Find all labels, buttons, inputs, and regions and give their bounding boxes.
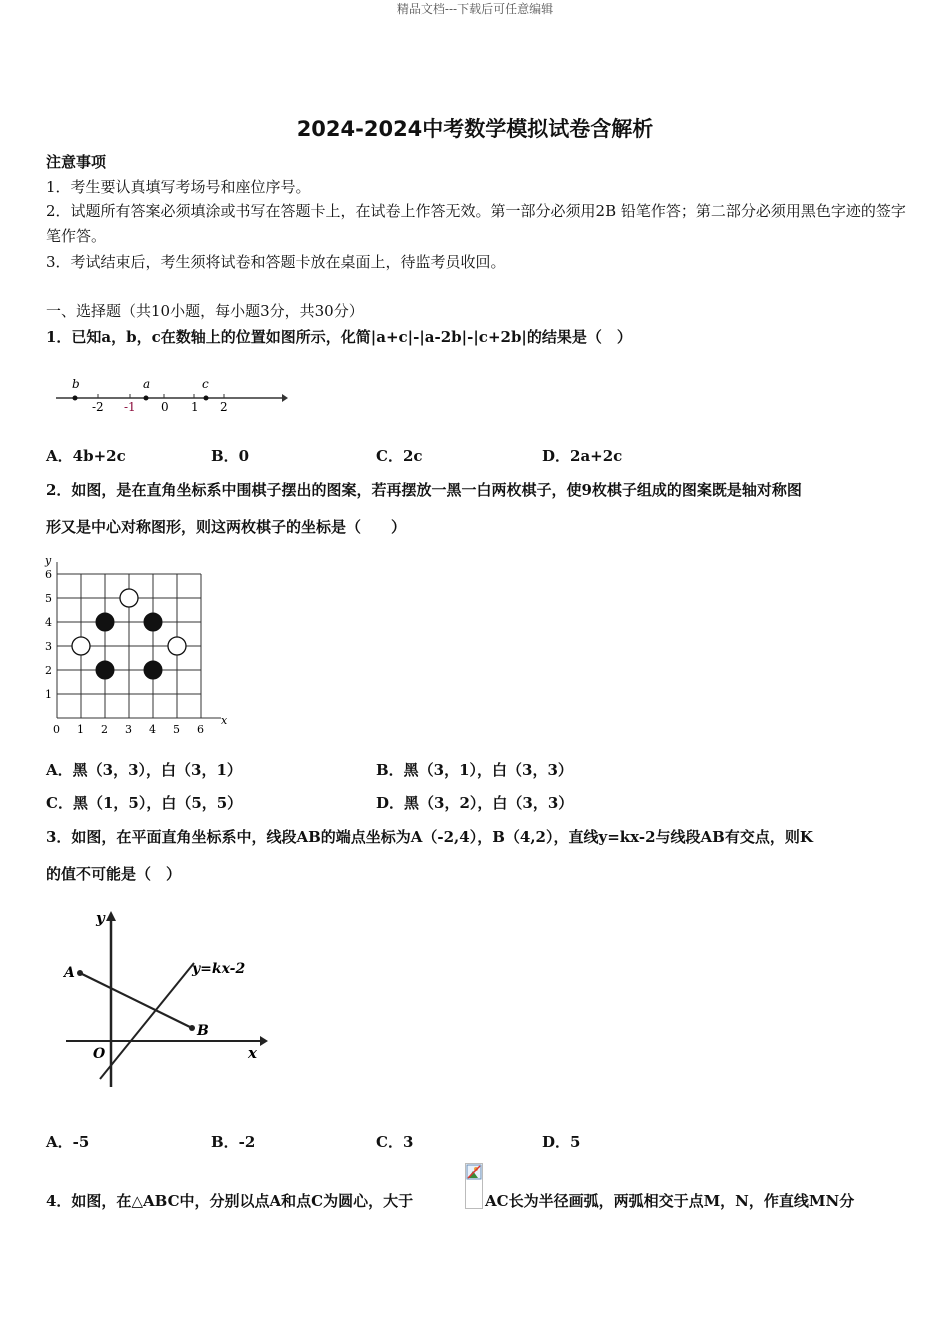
question-3-text-1: 3．如图，在平面直角坐标系中，线段AB的端点坐标为A（-2,4），B（4,2），直线y=kx-2与线段AB有交点，则K (46, 828, 813, 846)
x-tick-label: 5 (173, 723, 180, 736)
black-stone (144, 613, 162, 631)
q3-option-b: B．-2 (211, 1133, 256, 1151)
tick-label: 2 (220, 400, 228, 414)
go-board-figure (38, 552, 238, 742)
x-tick-label: 4 (149, 723, 156, 736)
black-stone (96, 613, 114, 631)
point-a-dot (144, 396, 149, 401)
question-1-text: 1．已知a，b，c在数轴上的位置如图所示，化简|a+c|-|a-2b|-|c+2b|的结果是（ ） (46, 328, 632, 346)
number-line-figure (50, 368, 290, 418)
y-tick-label: 5 (45, 592, 52, 605)
q3-option-a: A．-5 (46, 1133, 90, 1151)
x-tick-label: 1 (77, 723, 84, 736)
broken-image-icon (465, 1163, 483, 1209)
y-tick-label: 1 (45, 688, 52, 701)
notice-item-3: 3．考试结束后，考生须将试卷和答题卡放在桌面上，待监考员收回。 (46, 253, 506, 271)
x-tick-label: 3 (125, 723, 132, 736)
q1-option-d: D．2a+2c (542, 447, 623, 465)
line-label: y=kx-2 (192, 961, 246, 977)
q3-option-c: C．3 (376, 1133, 414, 1151)
q2-option-c: C．黑（1，5），白（5，5） (46, 794, 243, 812)
y-axis-label: y (96, 909, 105, 927)
point-b-dot (189, 1025, 195, 1031)
x-axis-label: x (248, 1044, 257, 1062)
header-note: 精品文档---下载后可任意编辑 (396, 2, 554, 16)
tick-label: -2 (92, 400, 104, 414)
point-b-label: B (197, 1023, 209, 1039)
x-axis-label: x (221, 714, 228, 727)
point-b-label: b (72, 377, 80, 391)
black-stone (144, 661, 162, 679)
q1-option-b: B．0 (211, 447, 250, 465)
black-stone (96, 661, 114, 679)
question-3-text-2: 的值不可能是（ ） (46, 865, 182, 883)
point-a-label: A (64, 965, 75, 981)
y-arrow-icon (106, 911, 116, 921)
point-c-label: c (202, 377, 209, 391)
point-a-label: a (143, 377, 151, 391)
q3-option-d: D．5 (542, 1133, 581, 1151)
y-tick-label: 6 (45, 568, 52, 581)
segment-ab (80, 973, 192, 1028)
q1-option-a: A．4b+2c (46, 447, 126, 465)
y-tick-label: 3 (45, 640, 52, 653)
question-4-text-before: 4．如图，在△ABC中，分别以点A和点C为圆心，大于 (46, 1192, 414, 1210)
q2-option-b: B．黑（3，1），白（3，3） (376, 761, 573, 779)
tick-label: 0 (161, 400, 169, 414)
y-tick-label: 4 (45, 616, 52, 629)
white-stone (168, 637, 186, 655)
y-tick-label: 2 (45, 664, 52, 677)
section-heading: 一、选择题（共10小题，每小题3分，共30分） (46, 302, 364, 320)
white-stone (72, 637, 90, 655)
x-tick-label: 6 (197, 723, 204, 736)
q2-option-a: A．黑（3，3），白（3，1） (46, 761, 242, 779)
point-a-dot (77, 970, 83, 976)
question-2-text-2: 形又是中心对称图形，则这两枚棋子的坐标是（ ） (46, 518, 407, 536)
point-c-dot (204, 396, 209, 401)
white-stone (120, 589, 138, 607)
x-arrow-icon (260, 1036, 268, 1046)
notice-heading: 注意事项 (46, 153, 107, 171)
question-4-text-after: AC长为半径画弧，两弧相交于点M，N，作直线MN分 (485, 1192, 855, 1210)
q1-option-c: C．2c (376, 447, 423, 465)
notice-item-2: 2．试题所有答案必须填涂或书写在答题卡上，在试卷上作答无效。第一部分必须用2B 铅笔作答；第二部分必须用黑色字迹的签字笔作答。 (46, 202, 906, 245)
question-2-text-1: 2．如图，是在直角坐标系中围棋子摆出的图案，若再摆放一黑一白两枚棋子，使9枚棋子组成的图案既是轴对称图 (46, 481, 802, 499)
q2-option-d: D．黑（3，2），白（3，3） (376, 794, 574, 812)
notice-item-1: 1．考生要认真填写考场号和座位序号。 (46, 178, 311, 196)
point-b-dot (73, 396, 78, 401)
page-title: 2024-2024中考数学模拟试卷含解析 (296, 117, 654, 141)
origin-label: O (93, 1046, 106, 1062)
x-tick-label: 0 (53, 723, 60, 736)
tick-label: -1 (124, 400, 136, 414)
y-axis-label: y (45, 554, 52, 567)
tick-label: 1 (191, 400, 199, 414)
x-tick-label: 2 (101, 723, 108, 736)
line-segment-figure (60, 905, 270, 1095)
